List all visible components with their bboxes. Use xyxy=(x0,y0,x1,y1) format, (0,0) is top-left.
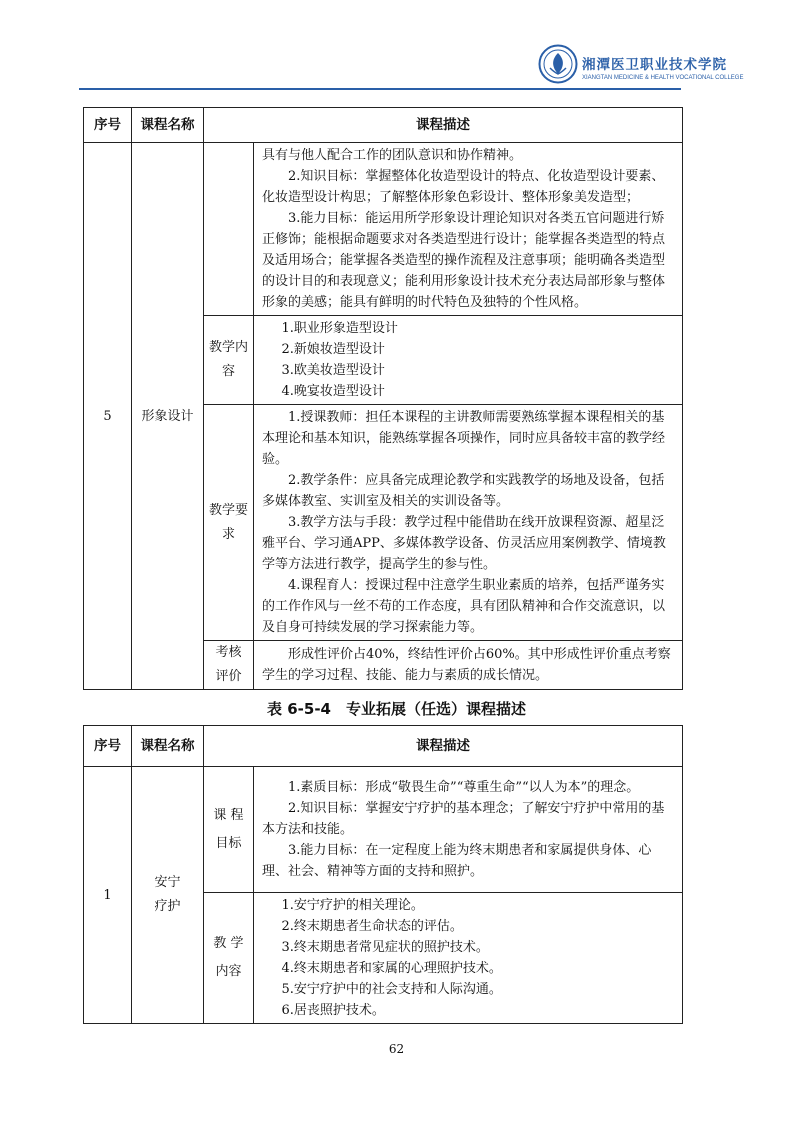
goal-item: 1.素质目标：形成“敬畏生命”“尊重生命”“以人为本”的理念。 xyxy=(288,780,640,795)
header-course-desc: 课程描述 xyxy=(204,108,683,143)
content-item: 5.安宁疗护中的社会支持和人际沟通。 xyxy=(281,982,502,997)
content-label xyxy=(204,893,254,1024)
header-course-desc: 课程描述 xyxy=(204,726,683,767)
evaluation-label-line: 考核 xyxy=(215,645,242,660)
content-item: 6.居丧照护技术。 xyxy=(281,1003,385,1018)
table-header-row xyxy=(84,726,683,767)
course-table-2 xyxy=(83,725,683,1024)
content-item: 2.新娘妆造型设计 xyxy=(281,342,385,357)
table-row xyxy=(84,143,683,316)
content-item: 3.终末期患者常见症状的照护技术。 xyxy=(281,940,489,955)
header-divider xyxy=(79,88,681,90)
goal-item: 3.能力目标：在一定程度上能为终末期患者和家属提供身体、心理、社会、精神等方面的支持和照护。 xyxy=(262,843,652,879)
requirement-item: 4.课程育人：授课过程中注意学生职业素质的培养，包括严谨务实的工作作风与一丝不苟的工作态度，具有团队精神和合作交流意识，以及自身可持续发展的学习探索能力等。 xyxy=(262,578,666,635)
header-seq: 序号 xyxy=(84,108,132,143)
course-name-line: 安宁 xyxy=(154,875,181,890)
goals-label-line: 课 程 xyxy=(213,807,244,823)
content-cell xyxy=(254,893,683,1024)
goals-label-line: 目标 xyxy=(215,835,242,851)
page-number: 62 xyxy=(388,1042,405,1056)
content-label-line: 教 学 xyxy=(213,936,244,951)
requirement-item: 3.教学方法与手段：教学过程中能借助在线开放课程资源、超星泛雅平台、学习通APP、多媒体教学设备、仿灵活应用案例教学、情境教学等方法进行教学，提高学生的参与性。 xyxy=(262,515,666,572)
table-caption: 表 6-5-4 专业拓展（任选）课程描述 xyxy=(267,700,526,718)
seq-cell: 5 xyxy=(84,143,132,690)
goals-label-cell xyxy=(204,143,254,316)
content-cell xyxy=(254,316,683,405)
evaluation-label xyxy=(204,641,254,690)
table-header-row xyxy=(84,108,683,143)
requirements-label: 教学要求 xyxy=(204,405,254,641)
school-name xyxy=(582,53,744,81)
content-label: 教学内容 xyxy=(204,316,254,405)
content-item: 1.安宁疗护的相关理论。 xyxy=(281,898,424,913)
requirement-item: 1.授课教师：担任本课程的主讲教师需要熟练掌握本课程相关的基本理论和基本知识，能熟练掌握各项操作，同时应具备较丰富的教学经验。 xyxy=(262,410,666,467)
content-item: 2.终末期患者生命状态的评估。 xyxy=(281,919,463,934)
goals-cell xyxy=(254,143,683,316)
seq-cell: 1 xyxy=(84,767,132,1024)
goals-label xyxy=(204,767,254,893)
content-item: 3.欧美妆造型设计 xyxy=(281,363,385,378)
school-logo-icon xyxy=(538,44,578,84)
evaluation-cell xyxy=(254,641,683,690)
content-item: 4.终末期患者和家属的心理照护技术。 xyxy=(281,961,502,976)
course-name-cell xyxy=(132,767,204,1024)
header-course-name: 课程名称 xyxy=(132,726,204,767)
goal-line: 2.知识目标：掌握整体化妆造型设计的特点、化妆造型设计要素、化妆造型设计构思；了解整体形象色彩设计、整体形象美发造型； xyxy=(262,169,665,205)
requirement-item: 2.教学条件：应具备完成理论教学和实践教学的场地及设备，包括多媒体教室、实训室及相关的实训设备等。 xyxy=(262,473,665,509)
evaluation-text: 形成性评价占40%，终结性评价占60%。其中形成性评价重点考察学生的学习过程、技能、能力与素质的成长情况。 xyxy=(262,647,671,683)
content-item: 4.晚宴妆造型设计 xyxy=(281,384,385,399)
requirements-cell xyxy=(254,405,683,641)
school-name-cn: 湘潭医卫职业技术学院 xyxy=(582,57,727,73)
content-label-line: 内容 xyxy=(215,964,242,979)
course-table-1 xyxy=(83,107,683,690)
course-name-cell: 形象设计 xyxy=(132,143,204,690)
header-course-name: 课程名称 xyxy=(132,108,204,143)
table-row xyxy=(84,767,683,893)
school-name-en: XIANGTAN MEDICINE & HEALTH VOCATIONAL COLLEGE xyxy=(582,75,744,81)
content-item: 1.职业形象造型设计 xyxy=(281,321,398,336)
course-name-line: 疗护 xyxy=(154,899,181,914)
goals-cell xyxy=(254,767,683,893)
goal-line: 3.能力目标：能运用所学形象设计理论知识对各类五官问题进行矫正修饰；能根据命题要求对各类造型进行设计；能掌握各类造型的特点及适用场合；能掌握各类造型的操作流程及注意事项；能明确各类造型的设计目的和表现意义；能利用形象设计技术充分表达局部形象与整体形象的美感；能具有鲜明的时代特色及独特的个性风格。 xyxy=(262,211,666,310)
goal-line: 具有与他人配合工作的团队意识和协作精神。 xyxy=(262,148,523,163)
header-seq: 序号 xyxy=(84,726,132,767)
evaluation-label-line: 评价 xyxy=(215,669,242,684)
goal-item: 2.知识目标：掌握安宁疗护的基本理念；了解安宁疗护中常用的基本方法和技能。 xyxy=(262,801,665,837)
